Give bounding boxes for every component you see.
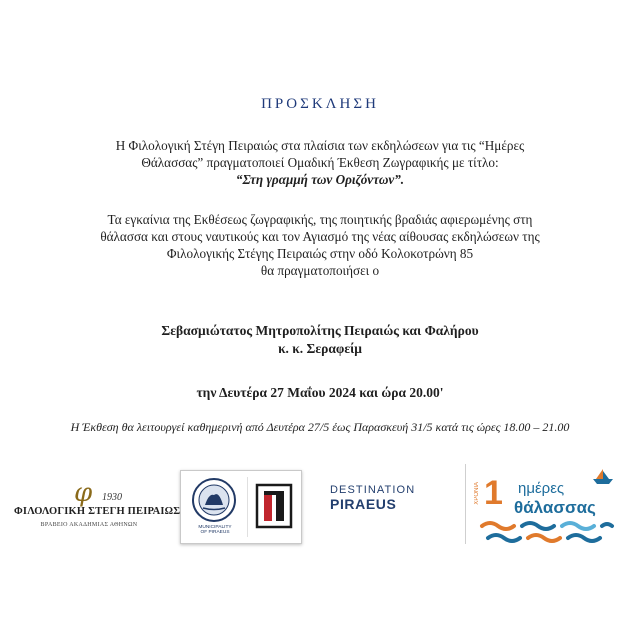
municipality-emblem-icon: [255, 483, 293, 529]
filologiki-subtitle: ΒΡΑΒΕΙΟ ΑΚΑΔΗΜΙΑΣ ΑΘΗΝΩΝ: [40, 522, 138, 528]
paper-boat-icon: [592, 468, 614, 486]
details-line: Τα εγκαίνια της Εκθέσεως ζωγραφικής, της ποιητικής βραδιάς αφιερωμένης στη: [107, 212, 533, 227]
details-paragraph: [30, 211, 610, 279]
sea-days-line: θάλασσας: [514, 498, 596, 517]
sponsor-logos: [0, 460, 640, 560]
officiant-honorific: κ. κ. Σεραφείμ: [278, 341, 362, 356]
municipality-text: [185, 525, 245, 535]
filologiki-name: ΦΙΛΟΛΟΓΙΚΗ ΣΤΕΓΗ ΠΕΙΡΑΙΩΣ: [14, 506, 181, 517]
intro-line: Η Φιλολογική Στέγη Πειραιώς στα πλαίσια των εκδηλώσεων για τις “Ημέρες: [115, 138, 525, 153]
waves-icon: [478, 518, 618, 544]
municipality-logo: [180, 470, 302, 544]
municipality-seal-icon: [191, 477, 237, 523]
details-line: Φιλολογικής Στέγης Πειραιώς στην οδό Κολοκοτρώνη 85: [166, 246, 474, 261]
sea-days-years-label: ΧΡΟΝΙΑ: [474, 482, 480, 505]
schedule-note: Η Έκθεση θα λειτουργεί καθημερινή από Δευτέρα 27/5 έως Παρασκευή 31/5 κατά τις ώρες 18.00 – 21.00: [70, 420, 570, 434]
intro-paragraph: [30, 137, 610, 188]
municipality-line: OF PIRAEUS: [200, 530, 230, 535]
sea-days-line: ημέρες: [518, 480, 565, 497]
details-line: θα πραγματοποιήσει ο: [260, 263, 380, 278]
sea-days-number: 1: [484, 474, 503, 512]
event-date-time: την Δευτέρα 27 Μαΐου 2024 και ώρα 20.00': [196, 385, 444, 400]
municipality-line: MUNICIPALITY: [198, 525, 232, 530]
destination-line: DESTINATION: [330, 484, 416, 496]
municipality-divider: [247, 477, 248, 537]
invitation-title: ΠΡΟΣΚΛΗΣΗ: [261, 96, 379, 112]
exhibition-title: “Στη γραμμή των Οριζόντων”.: [235, 172, 405, 187]
destination-piraeus-logo: [330, 484, 440, 512]
sea-days-logo: [474, 460, 624, 550]
intro-line: Θάλασσας” πραγματοποιεί Ομαδική Έκθεση Ζωγραφικής με τίτλο:: [141, 155, 499, 170]
filologiki-year: 1930: [102, 492, 122, 503]
filologiki-logo: [14, 478, 181, 548]
officiant-name: Σεβασμιώτατος Μητροπολίτης Πειραιώς και Φαλήρου: [161, 323, 479, 338]
filologiki-monogram-icon: φ: [74, 478, 93, 508]
officiant-block: [30, 322, 610, 358]
details-line: θάλασσα και στους ναυτικούς και τον Αγιασμό της νέας αίθουσας εκδηλώσεων της: [100, 229, 540, 244]
destination-line: PIRAEUS: [330, 496, 397, 512]
logo-separator: [465, 464, 466, 544]
